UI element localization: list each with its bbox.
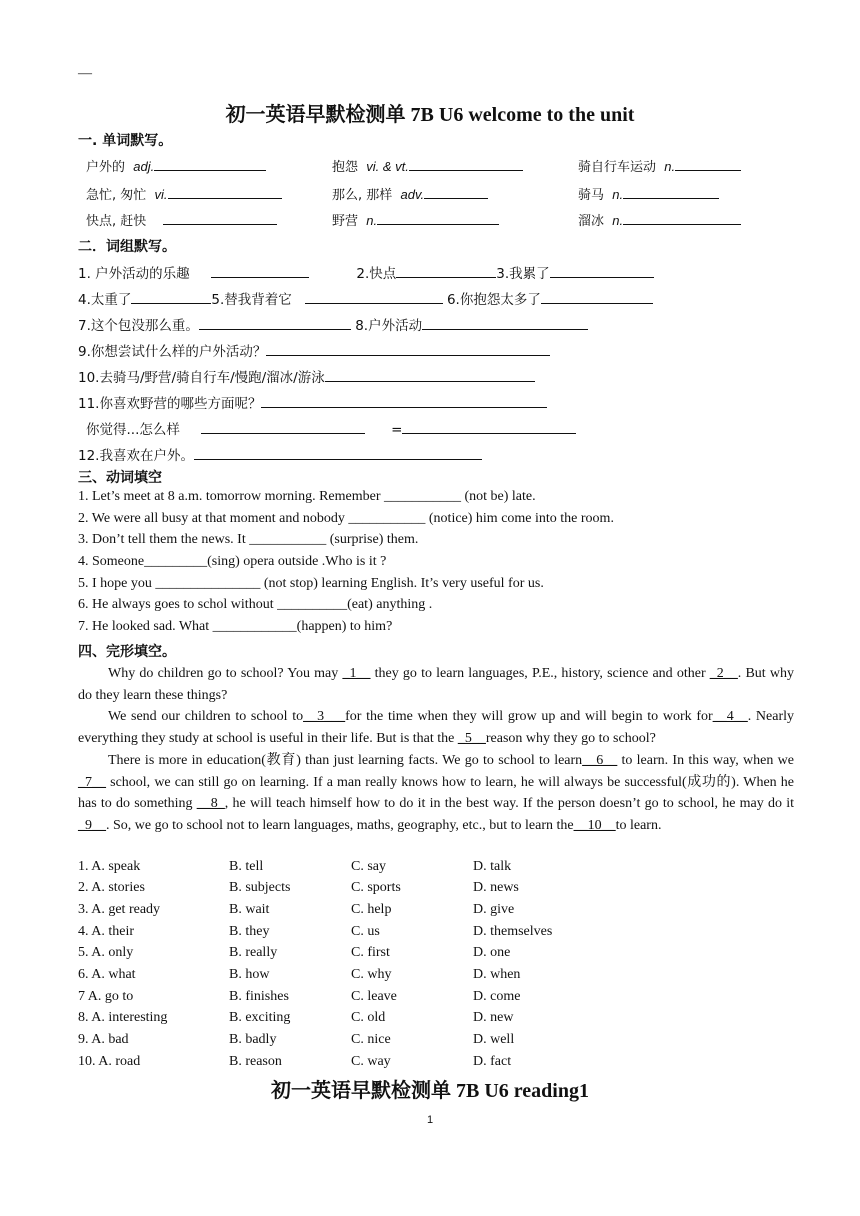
vocab-item: 急忙, 匆忙 vi.: [86, 184, 282, 203]
option-c: C. why: [351, 967, 392, 982]
option-b: B. subjects: [229, 880, 291, 895]
option-a: 4. A. their: [78, 924, 134, 939]
worksheet-title: 初一英语早默检测单 7B U6 welcome to the unit: [225, 104, 635, 126]
phrase-line: 7.这个包没那么重。 8.户外活动: [78, 314, 588, 334]
option-a: 5. A. only: [78, 945, 134, 960]
phrase-line: 你觉得...怎么样 =: [86, 418, 576, 438]
option-c: C. sports: [351, 880, 401, 895]
vocab-item: 户外的 adj.: [86, 156, 266, 175]
option-d: D. well: [473, 1032, 515, 1047]
cloze-paragraph: Why do children go to school? You may _1__ they go to learn languages, P.E., history, science and other _2__. But why do they learn these things?: [78, 666, 794, 703]
option-d: D. themselves: [473, 924, 553, 939]
option-d: D. when: [473, 967, 521, 982]
phrase-line: 12.我喜欢在户外。: [78, 444, 482, 464]
option-c: C. nice: [351, 1032, 391, 1047]
option-d: D. new: [473, 1010, 514, 1025]
phrase-line: 4.太重了 5.替我背着它 6.你抱怨太多了: [78, 288, 653, 308]
phrase-line: 11.你喜欢野营的哪些方面呢？: [78, 392, 547, 412]
option-a: 7 A. go to: [78, 989, 134, 1004]
vocab-item: 骑马 n.: [578, 184, 719, 203]
option-b: B. really: [229, 945, 278, 960]
page-number: 1: [426, 1114, 434, 1126]
option-c: C. us: [351, 924, 380, 939]
option-d: D. come: [473, 989, 521, 1004]
verb-question: 6. He always goes to schol without __________(eat) anything .: [78, 597, 433, 612]
verb-question: 1. Let’s meet at 8 a.m. tomorrow morning. Remember ___________ (not be) late.: [78, 489, 536, 504]
option-a: 8. A. interesting: [78, 1010, 168, 1025]
verb-question: 3. Don’t tell them the news. It ___________ (surprise) them.: [78, 532, 419, 547]
option-c: C. way: [351, 1054, 391, 1069]
option-a: 3. A. get ready: [78, 902, 161, 917]
option-d: D. news: [473, 880, 519, 895]
option-d: D. fact: [473, 1054, 512, 1069]
vocab-item: 野营 n.: [332, 210, 499, 229]
verb-question: 2. We were all busy at that moment and nobody ___________ (notice) him come into the room.: [78, 511, 614, 526]
option-b: B. reason: [229, 1054, 282, 1069]
cloze-paragraph: We send our children to school to__3___for the time when they will grow up and will begin to work for__4__. Nearly everything they study at school is useful in their life. But is that the _5__reason why they go to school?: [78, 709, 795, 746]
next-worksheet-title: 初一英语早默检测单 7B U6 reading1: [271, 1080, 589, 1102]
option-d: D. one: [473, 945, 511, 960]
option-b: B. finishes: [229, 989, 289, 1004]
vocab-item: 快点, 赶快: [86, 210, 277, 229]
section-verbs-heading: 三、动词填空: [78, 470, 162, 486]
header-dash: —: [78, 66, 92, 81]
section-phrases-heading: 二．词组默写。: [78, 239, 176, 255]
option-c: C. first: [351, 945, 390, 960]
option-b: B. they: [229, 924, 270, 939]
verb-question: 4. Someone_________(sing) opera outside .Who is it ?: [78, 554, 387, 569]
section-cloze-heading: 四、完形填空。: [78, 644, 176, 660]
vocab-item: 骑自行车运动 n.: [578, 156, 741, 175]
option-b: B. tell: [229, 859, 264, 874]
section-vocabulary-heading: 一. 单词默写。: [78, 133, 173, 149]
option-b: B. badly: [229, 1032, 277, 1047]
option-c: C. help: [351, 902, 392, 917]
vocab-item: 抱怨 vi. & vt.: [332, 156, 523, 175]
option-d: D. give: [473, 902, 515, 917]
option-a: 1. A. speak: [78, 859, 141, 874]
option-a: 2. A. stories: [78, 880, 145, 895]
option-c: C. leave: [351, 989, 397, 1004]
phrase-line: 9.你想尝试什么样的户外活动？: [78, 340, 550, 360]
phrase-line: 1. 户外活动的乐趣 2.快点 3.我累了: [78, 262, 654, 282]
option-b: B. wait: [229, 902, 270, 917]
vocab-item: 那么, 那样 adv.: [332, 184, 488, 203]
option-b: B. how: [229, 967, 270, 982]
verb-question: 7. He looked sad. What ____________(happen) to him?: [78, 619, 393, 634]
cloze-paragraph: There is more in education(教育) than just learning facts. We go to school to learn__6__ to learn. In this way, when we _7__ school, we can still go on learning. If a man really knows how to learn, he will always be successful(成功的). When he has to do something __8_, he will teach himself how to do it in the best way. If the person doesn’t go to school, he may do it _9__. So, we go to school not to learn languages, maths, geography, etc., but to learn the__10__to learn.: [78, 753, 794, 834]
option-b: B. exciting: [229, 1010, 291, 1025]
option-c: C. old: [351, 1010, 386, 1025]
option-a: 10. A. road: [78, 1054, 141, 1069]
phrase-line: 10.去骑马/野营/骑自行车/慢跑/溜冰/游泳: [78, 366, 535, 386]
option-a: 6. A. what: [78, 967, 136, 982]
vocab-item: 溜冰 n.: [578, 210, 741, 229]
option-d: D. talk: [473, 859, 512, 874]
option-a: 9. A. bad: [78, 1032, 129, 1047]
verb-question: 5. I hope you _______________ (not stop) learning English. It’s very useful for us.: [78, 576, 544, 591]
option-c: C. say: [351, 859, 386, 874]
